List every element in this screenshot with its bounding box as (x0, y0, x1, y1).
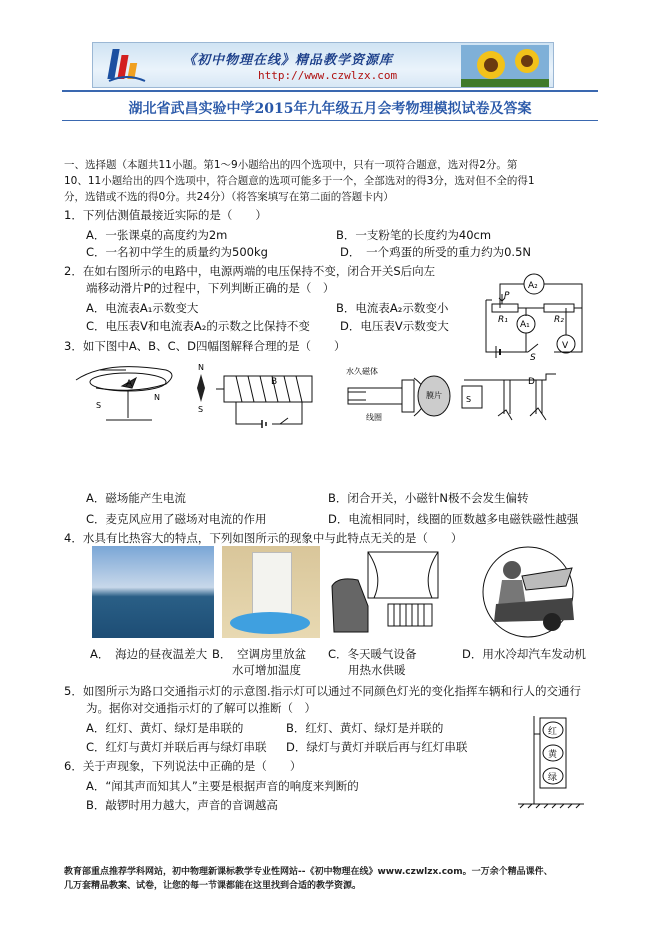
q4-photo-aircon (222, 546, 320, 638)
svg-text:N: N (198, 363, 204, 372)
svg-text:S: S (466, 395, 472, 404)
label-a1: A₁ (520, 320, 530, 330)
compass-needle-icon (197, 374, 205, 402)
figure-d-electromagnets (462, 374, 556, 420)
q5-option-d: D．绿灯与黄灯并联后再与红灯串联 (286, 740, 468, 754)
q3-stem: 3．如下图中A、B、C、D四幅图解释合理的是（ ） (64, 339, 346, 353)
q6-stem: 6．关于声现象，下列说法中正确的是（ ） (64, 759, 302, 773)
q3-option-d: D．电流相同时，线圈的匝数越多电磁铁磁性越强 (328, 512, 579, 526)
section-instructions-line3: 分，选错或不选的得0分。共24分）（将答案填写在第二面的答题卡内） (64, 191, 394, 203)
q5-option-b: B．红灯、黄灯、绿灯是并联的 (286, 721, 444, 735)
banner-url[interactable]: http://www.czwlzx.com (258, 69, 398, 82)
label-a2: A₂ (528, 281, 538, 291)
label-r2: R₂ (554, 315, 564, 325)
header-rule-top (62, 90, 598, 92)
q2-circuit-diagram (482, 268, 586, 362)
q1-option-b: B．一支粉笔的长度约为40cm (336, 228, 492, 242)
q2-option-c: C．电压表V和电流表A₂的示数之比保持不变 (86, 319, 310, 333)
q4-option-d: D．用水冷却汽车发动机 (462, 647, 586, 661)
q3-option-c: C．麦克风应用了磁场对电流的作用 (86, 512, 267, 526)
q6-option-b: B．敲锣时用力越大，声音的音调越高 (86, 798, 278, 812)
q2-stem-line2: 端移动滑片P的过程中，下列判断正确的是（ ） (86, 281, 335, 295)
q4-drawing-car-engine (476, 546, 580, 638)
yellow-light-label: 黄 (548, 750, 558, 760)
footer-line2: 几万套精品教案、试卷，让您的每一节课都能在这里找到合适的教学资源。 (64, 881, 362, 891)
q2-option-a: A．电流表A₁示数变大 (86, 301, 199, 315)
header-rule-bottom (62, 120, 598, 121)
q4-stem: 4．水具有比热容大的特点，下列如图所示的现象中与此特点无关的是（ ） (64, 531, 463, 545)
label-r1: R₁ (498, 315, 508, 325)
figure-d-label: D (528, 377, 535, 387)
section-instructions-line1: 一、选择题（本题共11小题。第1～9小题给出的四个选项中，只有一项符合题意，选对得2分。第 (64, 159, 518, 171)
q3-option-a: A．磁场能产生电流 (86, 491, 186, 505)
q2-option-d: D．电压表V示数变大 (340, 319, 449, 333)
q2-option-b: B．电流表A₂示数变小 (336, 301, 449, 315)
q1-stem: 1．下列估测值最接近实际的是（ ） (64, 208, 267, 222)
green-light-label: 绿 (548, 773, 558, 783)
logo-icon (107, 47, 147, 85)
svg-text:S: S (198, 405, 204, 414)
section-instructions-line2: 10、11小题给出的四个选项中，符合题意的选项可能多于一个，全部选对的得3分，选对但不全的得1 (64, 175, 535, 187)
q5-stem-line1: 5．如图所示为路口交通指示灯的示意图.指示灯可以通过不同颜色灯光的变化指挥车辆和行人的交通行 (64, 684, 581, 698)
label-s: S (530, 353, 536, 362)
q1-option-d: D． 一个鸡蛋的所受的重力约为0.5N (340, 245, 531, 259)
label-v: V (562, 341, 569, 351)
footer-line1: 教育部重点推荐学科网站，初中物理新课标教学专业性网站--《初中物理在线》www.czwlzx.com。一万余个精品课件、 (64, 867, 553, 877)
q4-photo-seaside (92, 546, 214, 638)
q4-option-b-line1: B． 空调房里放盆 (212, 647, 307, 661)
q1-option-a: A．一张课桌的高度约为2m (86, 228, 228, 242)
q2-stem-line1: 2．在如右图所示的电路中，电源两端的电压保持不变，闭合开关S后向左 (64, 264, 436, 278)
q3-option-b: B．闭合开关，小磁针N极不会发生偏转 (328, 491, 529, 505)
q4-drawing-radiator (328, 546, 446, 638)
svg-text:N: N (154, 393, 160, 402)
document-title: 湖北省武昌实验中学2015年九年级五月会考物理模拟试卷及答案 (128, 101, 532, 117)
q4-option-c-line2: 用热水供暖 (348, 663, 406, 677)
figure-a-label: A (126, 379, 133, 389)
q5-stem-line2: 为。据你对交通指示灯的了解可以推断（ ） (86, 701, 316, 715)
q1-option-c: C．一名初中学生的质量约为500kg (86, 245, 268, 259)
q5-option-a: A．红灯、黄灯、绿灯是串联的 (86, 721, 244, 735)
svg-text:S: S (96, 401, 102, 410)
red-light-label: 红 (548, 727, 558, 737)
figure-c-film-label: 膜片 (426, 391, 442, 400)
banner-title: 《初中物理在线》精品教学资源库 (183, 53, 394, 68)
q5-option-c: C．红灯与黄灯并联后再与绿灯串联 (86, 740, 267, 754)
q6-option-a: A．“闻其声而知其人”主要是根据声音的响度来判断的 (86, 779, 359, 793)
q4-option-c-line1: C．冬天暖气设备 (328, 647, 417, 661)
label-p: P (504, 291, 510, 301)
figure-c-magnet-label: 水久磁体 (346, 367, 378, 376)
figure-c-coil-label: 线圈 (366, 413, 382, 422)
figure-b-solenoid (216, 376, 312, 428)
q4-option-b-line2: 水可增加温度 (232, 663, 301, 677)
q3-figures (66, 358, 586, 438)
header-banner (92, 42, 554, 88)
sunflower-icon (461, 45, 549, 87)
figure-b-label: B (271, 377, 278, 387)
q4-option-a: A． 海边的昼夜温差大 (90, 647, 208, 661)
q5-traffic-light-diagram (514, 712, 594, 812)
